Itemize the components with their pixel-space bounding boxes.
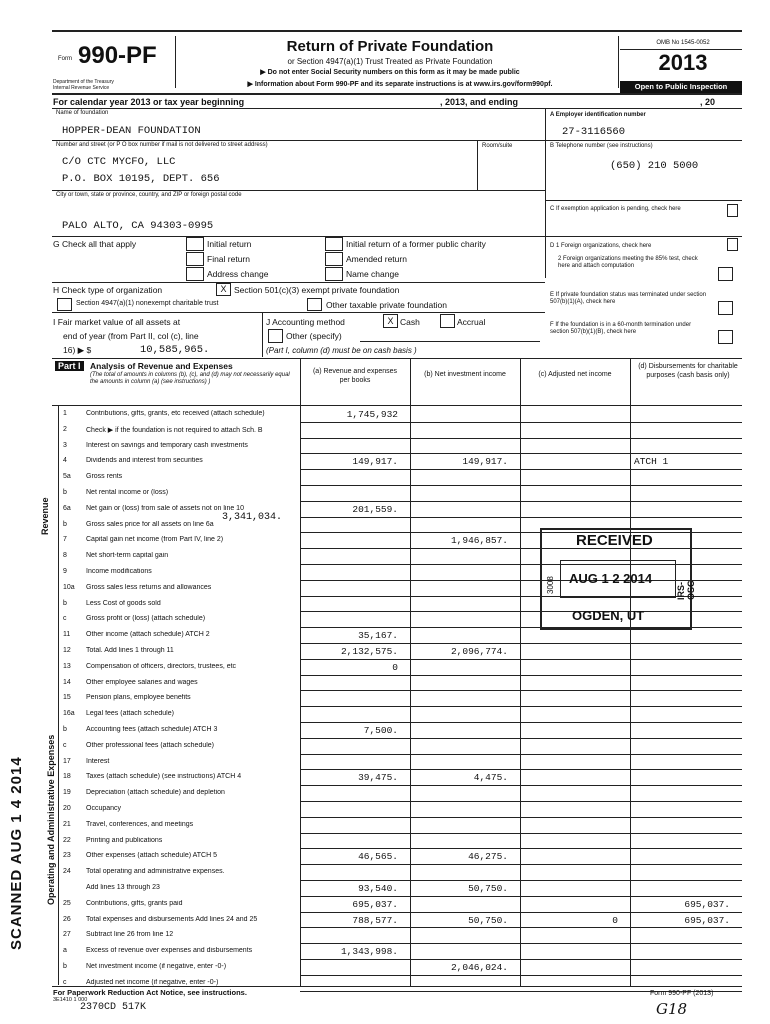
form-number-block <box>53 34 175 80</box>
row-number: 13 <box>63 662 71 670</box>
batch-code: 2370CD 517K <box>80 1002 147 1013</box>
row-number: c <box>63 741 67 749</box>
row-rule <box>300 975 742 976</box>
row-rule <box>300 675 742 676</box>
exemption-pending-label: C If exemption application is pending, check here <box>550 206 681 212</box>
address-change-checkbox[interactable] <box>186 267 204 281</box>
accrual-checkbox[interactable] <box>440 314 455 328</box>
revenue-side-label: Revenue <box>40 497 50 535</box>
initial-return-checkbox[interactable] <box>186 237 204 251</box>
initial-former-checkbox[interactable] <box>325 237 343 251</box>
fmv-line3: 16) ▶ $ <box>63 345 92 355</box>
row-col-d: ATCH 1 <box>634 456 669 468</box>
row-col-a: 35,167. <box>358 630 398 642</box>
ssn-notice: ▶ Do not enter Social Security numbers on this form as it may be made public <box>260 69 520 76</box>
final-return-checkbox[interactable] <box>186 252 204 266</box>
row-number: b <box>63 489 67 496</box>
row-label: Compensation of officers, directors, trustees, etc <box>86 662 237 670</box>
sixty-month-label: F If the foundation is in a 60-month termination under section 507(b)(1)(B), check here <box>550 322 692 335</box>
row-label: Subtract line 26 from line 12 <box>86 931 174 939</box>
4947-checkbox[interactable] <box>57 298 72 311</box>
row-label: Add lines 13 through 23 <box>86 884 160 891</box>
foreign-org-label: D 1 Foreign organizations, check here <box>550 243 652 249</box>
room-suite-label: Room/suite <box>482 143 513 149</box>
row-rule <box>300 517 742 518</box>
sixty-month-checkbox[interactable] <box>718 330 733 344</box>
calendar-year-label: For calendar year 2013 or tax year beginning <box>53 97 245 107</box>
address-change-label: Address change <box>207 269 269 279</box>
row-rule <box>300 469 742 470</box>
form-prefix: Form <box>58 56 72 62</box>
row-number: 26 <box>63 915 71 923</box>
address-line-1: C/O CTC MYCFO, LLC <box>62 156 176 168</box>
omb-number: OMB No 1545-0052 <box>656 40 710 46</box>
terminated-label: E If private foundation status was terminated under section 507(b)(1)(A), check here <box>550 292 707 305</box>
row-col-a: 93,540. <box>358 883 398 894</box>
ein-label: A Employer identification number <box>550 112 646 118</box>
row-label: Income modifications <box>86 568 152 575</box>
accounting-method-label: J Accounting method <box>266 317 345 327</box>
row-col-a: 2,132,575. <box>340 646 398 657</box>
row-number: 11 <box>63 631 71 639</box>
col-c-header: (c) Adjusted net income <box>538 371 612 378</box>
row-col-a: 46,565. <box>358 851 398 863</box>
row-label: Excess of revenue over expenses and disbursements <box>86 947 253 955</box>
row-number: 3 <box>63 441 67 449</box>
row-label: Check ▶ if the foundation is not required to attach Sch. B <box>86 426 263 434</box>
row-rule <box>300 706 742 707</box>
row-rule <box>300 485 742 486</box>
open-public-badge: Open to Public Inspection <box>620 81 742 93</box>
row-rule <box>300 864 742 865</box>
part1-title: Analysis of Revenue and Expenses <box>90 361 233 371</box>
scanned-stamp: SCANNED AUG 1 4 2014 <box>8 756 25 950</box>
row-rule <box>300 722 742 723</box>
col-a-header: (a) Revenue and expenses per books <box>312 368 398 384</box>
row-label: Gross sales less returns and allowances <box>86 583 212 591</box>
row-col-a: 201,559. <box>352 503 398 515</box>
501c3-label: Section 501(c)(3) exempt private foundation <box>234 285 400 295</box>
city-state-zip: PALO ALTO, CA 94303-0995 <box>62 220 214 232</box>
row-label: Accounting fees (attach schedule) ATCH 3 <box>86 726 218 733</box>
501c3-checkbox[interactable] <box>216 283 231 296</box>
row-rule <box>300 754 742 755</box>
row-number: b <box>63 963 67 970</box>
form-code: 3E1410 1 000 <box>53 997 88 1003</box>
row-number: 2 <box>63 425 67 433</box>
row-number: 5a <box>63 473 71 481</box>
received-stamp <box>540 528 696 630</box>
row-number: 21 <box>63 820 71 828</box>
name-label: Name of foundation <box>56 110 109 116</box>
row-rule <box>300 659 742 660</box>
row-label: Occupancy <box>86 805 122 812</box>
phone-value: (650) 210 5000 <box>610 160 699 172</box>
row-rule <box>300 880 742 881</box>
row-label: Other employee salaries and wages <box>86 678 198 686</box>
form-number: 990-PF <box>78 42 157 69</box>
year-suffix: , 20 <box>700 97 716 107</box>
row-rule <box>300 769 742 770</box>
stamp-side-left: 3008 <box>546 576 555 594</box>
row-col-a: 1,745,932 <box>346 409 398 420</box>
initial-former-label: Initial return of a former public charity <box>346 239 486 249</box>
row-label: Taxes (attach schedule) (see instructions) ATCH 4 <box>86 773 242 781</box>
col-b-header: (b) Net investment income <box>424 371 506 378</box>
row-number: 19 <box>63 789 71 797</box>
foreign-85-label: 2 Foreign organizations meeting the 85% test, check here and attach computation <box>558 256 698 269</box>
footer-form-label: Form 990-PF (2013) <box>650 990 714 997</box>
row-rule <box>300 927 742 928</box>
row-label: Dividends and interest from securities <box>86 457 203 465</box>
row-label: Legal fees (attach schedule) <box>86 710 174 718</box>
row-number: 8 <box>63 552 67 560</box>
row-number: 27 <box>63 931 71 939</box>
foreign-85-checkbox[interactable] <box>718 267 733 281</box>
handwritten-note: G18 <box>656 1000 688 1018</box>
city-label: City or town, state or province, country, and ZIP or foreign postal code <box>56 192 242 198</box>
row-number: 18 <box>63 773 71 781</box>
row-rule <box>300 848 742 849</box>
initial-return-label: Initial return <box>207 239 252 249</box>
other-taxable-label: Other taxable private foundation <box>326 300 447 310</box>
row-number: c <box>63 978 67 986</box>
form-title: Return of Private Foundation <box>286 38 494 55</box>
expenses-side-label: Operating and Administrative Expenses <box>46 734 56 905</box>
foreign-org-checkbox[interactable] <box>727 238 738 251</box>
row-col-b: 50,750. <box>468 914 508 926</box>
final-return-label: Final return <box>207 254 250 264</box>
ogden-text: OGDEN, UT <box>572 608 645 623</box>
row-col-d: 695,037. <box>684 914 730 926</box>
row-number: 4 <box>63 457 67 465</box>
row-rule <box>300 422 742 423</box>
and-ending-label: , 2013, and ending <box>440 97 519 107</box>
row-label: Total. Add lines 1 through 11 <box>86 647 174 654</box>
received-text: RECEIVED <box>576 532 653 549</box>
row-number: 10a <box>63 583 75 591</box>
cash-label: Cash <box>400 317 420 327</box>
row-rule <box>300 690 742 691</box>
row-label: Pension plans, employee benefits <box>86 694 191 702</box>
row-col-b: 46,275. <box>468 851 508 863</box>
row-number: 25 <box>63 899 71 907</box>
phone-label: B Telephone number (see instructions) <box>550 143 653 149</box>
row-col-c: 0 <box>612 914 618 926</box>
row-label: Less Cost of goods sold <box>86 599 161 607</box>
fmv-line1: I Fair market value of all assets at <box>53 317 181 327</box>
ein-value: 27-3116560 <box>562 126 626 138</box>
row-rule <box>300 801 742 802</box>
row-number: 9 <box>63 568 67 575</box>
row-label: Contributions, gifts, grants paid <box>86 899 183 907</box>
paperwork-notice: For Paperwork Reduction Act Notice, see instructions. <box>53 988 247 997</box>
row-number: 12 <box>63 647 71 654</box>
street-label: Number and street (or P O box number if mail is not delivered to street address) <box>56 142 268 148</box>
cash-basis-note: (Part I, column (d) must be on cash basis ) <box>266 346 417 355</box>
row-col-a: 7,500. <box>363 725 398 736</box>
terminated-checkbox[interactable] <box>718 301 733 315</box>
row-label: Total operating and administrative expenses. <box>86 868 225 876</box>
row-rule <box>300 738 742 739</box>
row-rule <box>300 453 742 454</box>
row-rule <box>300 959 742 960</box>
row-label: Total expenses and disbursements Add lines 24 and 25 <box>86 915 258 923</box>
row-number: 16a <box>63 710 75 718</box>
part1-note: (The total of amounts in columns (b), (c), and (d) may not necessarily equal the amounts in column (a) (see instructions) ) <box>90 372 290 385</box>
row-rule <box>300 817 742 818</box>
cash-check-mark: X <box>387 316 394 326</box>
cash-checkbox[interactable] <box>383 314 398 328</box>
row-col-b: 2,096,774. <box>450 646 508 657</box>
other-taxable-checkbox[interactable] <box>307 298 322 311</box>
row-number: 14 <box>63 678 71 686</box>
tax-year: 2013 <box>658 50 708 75</box>
row-col-a: 1,343,998. <box>340 946 398 958</box>
fmv-value: 10,585,965. <box>140 344 210 356</box>
row-label: Interest on savings and temporary cash investments <box>86 441 248 449</box>
row-col-a: 39,475. <box>358 772 398 784</box>
department-label: Department of the Treasury Internal Revenue Service <box>53 79 114 91</box>
check-all-label: G Check all that apply <box>53 239 137 249</box>
info-notice: ▶ Information about Form 990-PF and its separate instructions is at www.irs.gov/form990pf. <box>247 81 553 88</box>
fmv-line2: end of year (from Part II, col (c), line <box>63 331 199 341</box>
row-label: Depreciation (attach schedule) and depletion <box>86 789 225 797</box>
row-col-a: 149,917. <box>352 456 398 468</box>
row-number: b <box>63 726 67 733</box>
row-col-a: 695,037. <box>352 898 398 910</box>
row-col-b: 149,917. <box>462 456 508 468</box>
row-rule <box>300 643 742 644</box>
row-label: Net rental income or (loss) <box>86 489 169 496</box>
amended-return-label: Amended return <box>346 254 407 264</box>
received-date-box <box>560 560 676 598</box>
row-col-b: 2,046,024. <box>450 962 508 973</box>
row-label: Printing and publications <box>86 836 163 844</box>
row-label: Net investment income (if negative, enter -0-) <box>86 963 227 970</box>
row-rule <box>300 896 742 897</box>
row-label: Gross rents <box>86 473 123 481</box>
amended-return-checkbox[interactable] <box>325 252 343 266</box>
row-label: Other professional fees (attach schedule) <box>86 741 215 749</box>
row-col-a: 0 <box>392 661 398 673</box>
other-method-label: Other (specify) <box>286 331 342 341</box>
row-number: 22 <box>63 836 71 844</box>
row-label: Interest <box>86 757 110 765</box>
row-col-b: 4,475. <box>473 772 508 784</box>
other-method-checkbox[interactable] <box>268 329 283 343</box>
row-label: Gross profit or (loss) (attach schedule) <box>86 615 206 623</box>
row-label: Net gain or (loss) from sale of assets not on line 10 <box>86 504 244 512</box>
stamp-side-right: IRS-OSC <box>676 580 696 600</box>
row-number: 7 <box>63 536 67 544</box>
part1-badge: Part I <box>55 361 84 371</box>
row-col-b: 50,750. <box>468 883 508 894</box>
row-number: 17 <box>63 757 71 765</box>
row-label: Other expenses (attach schedule) ATCH 5 <box>86 852 217 860</box>
row-label: Gross sales price for all assets on line 6a <box>86 520 214 528</box>
row-number: b <box>63 520 67 528</box>
gross-sales-6b: 3,341,034. <box>222 512 283 523</box>
form-subtitle: or Section 4947(a)(1) Trust Treated as Private Foundation <box>287 57 493 66</box>
row-label: Travel, conferences, and meetings <box>86 820 194 828</box>
row-label: Capital gain net income (from Part IV, line 2) <box>86 536 224 544</box>
name-change-checkbox[interactable] <box>325 267 343 281</box>
501c3-check-mark: X <box>220 284 227 294</box>
row-number: 20 <box>63 805 71 812</box>
row-label: Net short-term capital gain <box>86 552 169 560</box>
row-number: a <box>63 947 67 955</box>
foundation-name: HOPPER-DEAN FOUNDATION <box>62 125 201 137</box>
address-line-2: P.O. BOX 10195, DEPT. 656 <box>62 173 220 185</box>
org-type-label: H Check type of organization <box>53 285 163 295</box>
row-col-d: 695,037. <box>684 898 730 910</box>
row-rule <box>300 912 742 913</box>
row-number: b <box>63 599 67 607</box>
row-label: Contributions, gifts, grants, etc received (attach schedule) <box>86 410 265 417</box>
row-number: 23 <box>63 852 71 860</box>
row-number: 1 <box>63 410 67 417</box>
received-date: AUG 1 2 2014 <box>569 571 653 586</box>
exemption-pending-checkbox[interactable] <box>727 204 738 217</box>
row-rule <box>300 501 742 502</box>
row-label: Other income (attach schedule) ATCH 2 <box>86 631 210 639</box>
row-rule <box>300 833 742 834</box>
row-col-b: 1,946,857. <box>450 535 508 547</box>
row-number: 15 <box>63 694 71 702</box>
row-rule <box>300 943 742 944</box>
accrual-label: Accrual <box>457 317 486 327</box>
col-d-header: (d) Disbursements for charitable purposes (cash basis only) <box>638 363 738 379</box>
row-rule <box>300 785 742 786</box>
row-number: c <box>63 615 67 623</box>
row-rule <box>300 438 742 439</box>
row-label: Adjusted net income (if negative, enter -0-) <box>86 978 219 986</box>
name-change-label: Name change <box>346 269 399 279</box>
row-col-a: 788,577. <box>352 914 398 926</box>
row-number: 24 <box>63 868 71 876</box>
row-number: 6a <box>63 504 71 512</box>
4947-label: Section 4947(a)(1) nonexempt charitable trust <box>76 300 219 307</box>
